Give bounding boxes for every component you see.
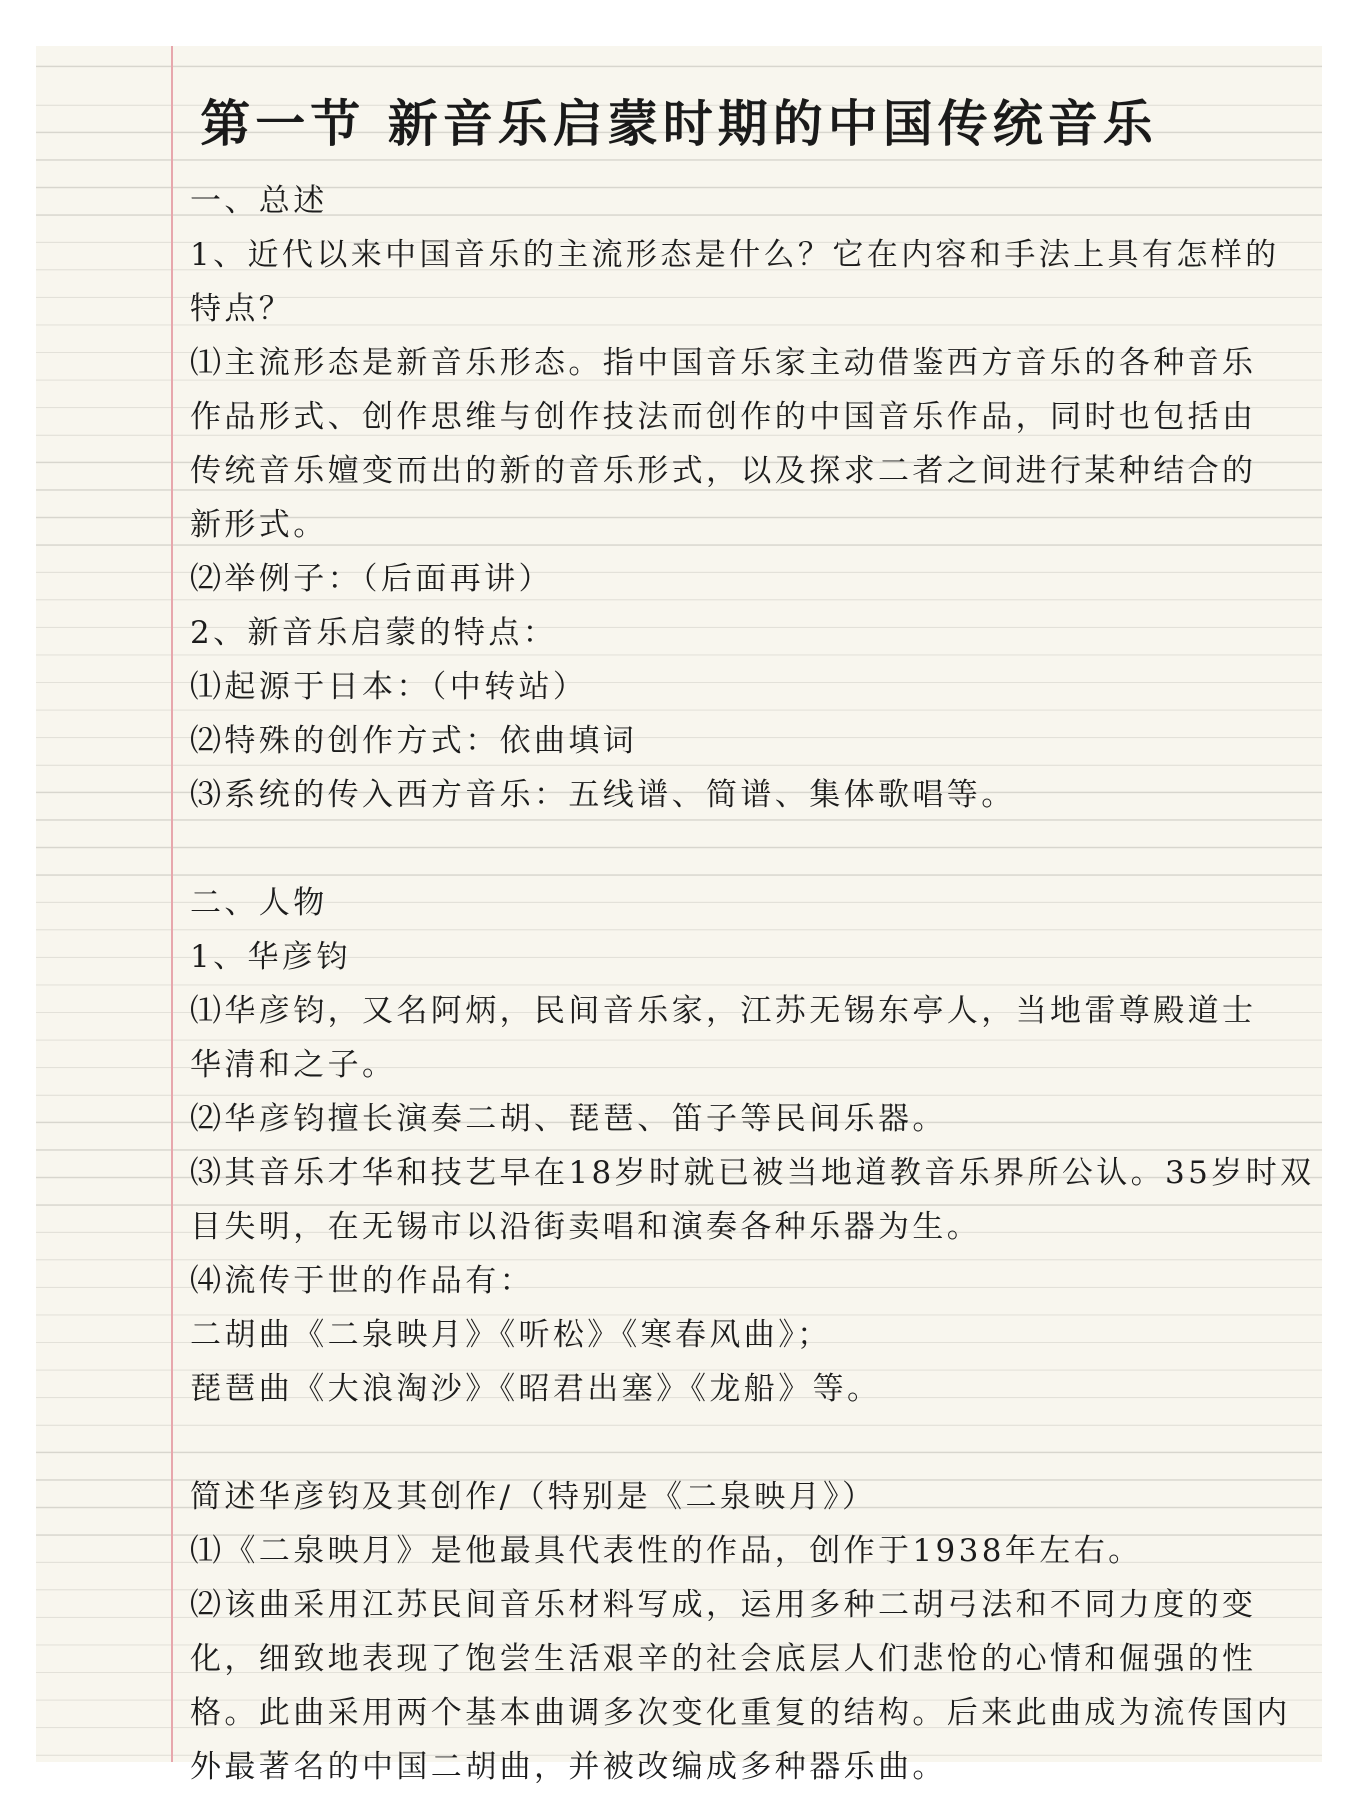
note-line: ⑵华彦钧擅长演奏二胡、琵琶、笛子等民间乐器。: [190, 1101, 947, 1137]
note-line: 华清和之子。: [190, 1047, 397, 1083]
note-line: 简述华彦钧及其创作/（特别是《二泉映月》）: [190, 1479, 877, 1515]
note-line: ⑶其音乐才华和技艺早在18岁时就已被当地道教音乐界所公认。35岁时双: [190, 1155, 1315, 1191]
margin-line: [171, 46, 173, 1762]
note-line: 2、新音乐启蒙的特点：: [190, 615, 558, 651]
note-line: ⑷流传于世的作品有：: [190, 1263, 534, 1299]
note-line: 化，细致地表现了饱尝生活艰辛的社会底层人们悲怆的心情和倔强的性: [190, 1641, 1257, 1677]
note-line: ⑵举例子：（后面再讲）: [190, 561, 553, 597]
note-line: ⑴主流形态是新音乐形态。指中国音乐家主动借鉴西方音乐的各种音乐: [190, 345, 1257, 381]
page-title: 第一节 新音乐启蒙时期的中国传统音乐: [200, 94, 1158, 153]
note-line: 作品形式、创作思维与创作技法而创作的中国音乐作品，同时也包括由: [190, 399, 1257, 435]
note-line: ⑶系统的传入西方音乐：五线谱、简谱、集体歌唱等。: [190, 777, 1016, 813]
note-line: 1、华彦钧: [190, 939, 351, 975]
note-line: 目失明，在无锡市以沿街卖唱和演奏各种乐器为生。: [190, 1209, 982, 1245]
note-line: ⑵该曲采用江苏民间音乐材料写成，运用多种二胡弓法和不同力度的变: [190, 1587, 1257, 1623]
note-line: 二、人物: [190, 885, 328, 921]
notes-body: [190, 174, 1315, 1794]
note-line: 一、总述: [190, 183, 328, 219]
note-line: ⑴起源于日本：（中转站）: [190, 669, 588, 705]
note-line: 传统音乐嬗变而出的新的音乐形式，以及探求二者之间进行某种结合的: [190, 453, 1257, 489]
note-line: 1、近代以来中国音乐的主流形态是什么？它在内容和手法上具有怎样的: [190, 237, 1280, 273]
blank-line: [190, 1416, 1310, 1470]
note-line: 二胡曲《二泉映月》《听松》《寒春风曲》；: [190, 1317, 832, 1353]
notebook-page: [36, 46, 1322, 1785]
note-line: 特点？: [190, 291, 294, 327]
note-line: 格。此曲采用两个基本曲调多次变化重复的结构。后来此曲成为流传国内: [190, 1695, 1291, 1731]
note-line: ⑴华彦钧，又名阿炳，民间音乐家，江苏无锡东亭人，当地雷尊殿道士: [190, 993, 1257, 1029]
note-line: ⑴《二泉映月》是他最具代表性的作品，创作于1938年左右。: [190, 1533, 1143, 1569]
note-line: 琵琶曲《大浪淘沙》《昭君出塞》《龙船》等。: [190, 1371, 882, 1407]
note-line: 新形式。: [190, 507, 328, 543]
blank-line: [190, 822, 1310, 876]
note-line: 外最著名的中国二胡曲，并被改编成多种器乐曲。: [190, 1749, 947, 1785]
note-line: ⑵特殊的创作方式：依曲填词: [190, 723, 638, 759]
